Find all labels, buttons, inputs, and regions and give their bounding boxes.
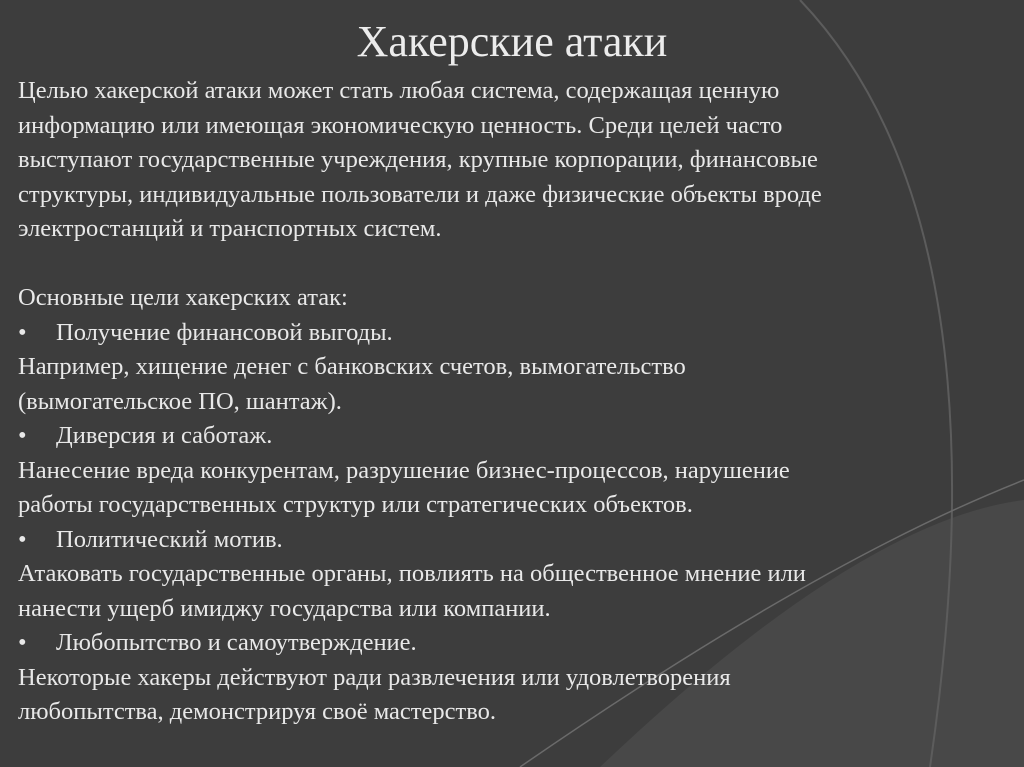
- goal-description-line: Нанесение вреда конкурентам, разрушение бизнес-процессов, нарушение: [18, 456, 790, 484]
- goal-title: Любопытство и самоутверждение.: [56, 629, 417, 656]
- goal-description-line: нанести ущерб имиджу государства или компании.: [18, 594, 551, 622]
- goal-title: Политический мотив.: [56, 525, 283, 553]
- intro-line: электростанций и транспортных систем.: [18, 215, 442, 242]
- goal-bullet-row: [18, 419, 978, 454]
- goal-description-line: Атаковать государственные органы, повлиять на общественное мнение или: [18, 560, 806, 587]
- bullet-icon: •: [18, 422, 27, 449]
- intro-line: информацию или имеющая экономическую ценность. Среди целей часто: [18, 111, 783, 139]
- paragraph-gap: [18, 247, 978, 282]
- goal-item: [18, 316, 978, 420]
- intro-line: выступают государственные учреждения, крупные корпорации, финансовые: [18, 146, 818, 173]
- slide-title: Хакерские атаки: [356, 17, 668, 66]
- intro-line: Целью хакерской атаки может стать любая система, содержащая ценную: [18, 77, 780, 104]
- intro-line: структуры, индивидуальные пользователи и даже физические объекты вроде: [18, 180, 822, 208]
- bullet-icon: •: [18, 525, 27, 553]
- goal-title: Диверсия и саботаж.: [56, 422, 273, 449]
- goal-bullet-row: [18, 523, 978, 558]
- goal-bullet-row: [18, 316, 978, 351]
- goals-heading: Основные цели хакерских атак:: [18, 284, 348, 311]
- bullet-icon: •: [18, 318, 27, 346]
- goal-item: [18, 523, 978, 627]
- goal-bullet-row: [18, 626, 978, 661]
- bullet-icon: •: [18, 629, 27, 656]
- goal-item: [18, 419, 978, 523]
- goal-description-line: работы государственных структур или стратегических объектов.: [18, 491, 693, 518]
- goal-title: Получение финансовой выгоды.: [56, 318, 393, 346]
- goal-description-line: Например, хищение денег с банковских счетов, вымогательство: [18, 353, 686, 380]
- slide-body: [18, 74, 978, 730]
- goal-description-line: (вымогательское ПО, шантаж).: [18, 387, 342, 415]
- goal-item: [18, 626, 978, 730]
- goal-description-line: любопытства, демонстрируя своё мастерство.: [18, 698, 496, 725]
- intro-paragraph: [18, 74, 978, 247]
- goal-description-line: Некоторые хакеры действуют ради развлечения или удовлетворения: [18, 663, 731, 691]
